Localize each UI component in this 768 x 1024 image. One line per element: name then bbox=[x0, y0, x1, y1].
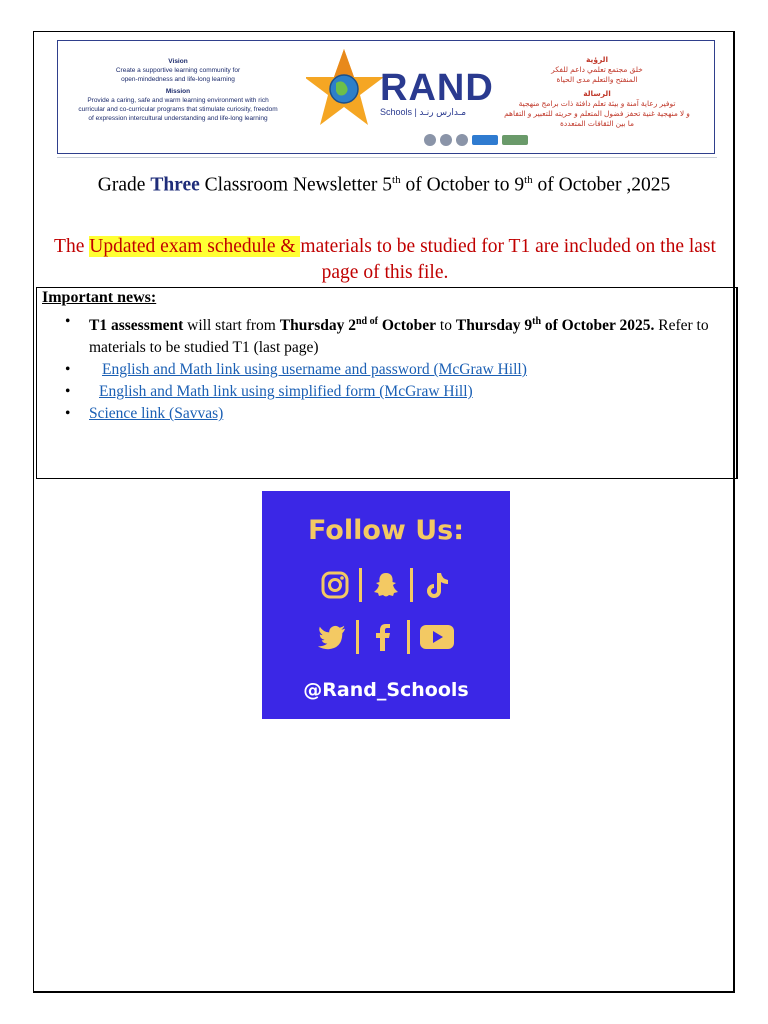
mission-text-line: Provide a caring, safe and warm learning environment with rich bbox=[87, 97, 269, 104]
vision-heading: Vision bbox=[168, 58, 188, 65]
follow-us-graphic bbox=[262, 491, 510, 719]
facebook-icon bbox=[368, 622, 398, 652]
item-text: Refer to materials to be studied T1 (last page) bbox=[89, 317, 709, 357]
follow-us-title: Follow Us: bbox=[307, 515, 465, 546]
list-item bbox=[61, 381, 731, 403]
vision-text-line: Create a supportive learning community for bbox=[115, 67, 241, 74]
icon-separator bbox=[359, 568, 362, 602]
ordinal-suffix: th bbox=[532, 316, 542, 327]
newsletter-title bbox=[33, 174, 735, 197]
science-savvas-link[interactable]: Science link (Savvas) bbox=[89, 405, 224, 423]
mission-text-line: curricular and co-curricular programs that stimulate curiosity, freedom bbox=[78, 106, 278, 113]
mission-text-line: of expression intercultural understanding and life-long learning bbox=[88, 115, 268, 122]
title-text: of October to 9 bbox=[400, 174, 525, 196]
accreditation-logos bbox=[424, 133, 544, 147]
banner-divider bbox=[57, 157, 717, 158]
arabic-vision-line: خلق مجتمع تعلمي داعم للفكر bbox=[551, 65, 643, 74]
vision-mission-arabic bbox=[492, 55, 702, 129]
arabic-mission-line: توفير رعاية آمنة و بيئة تعلم دافئة ذات برامج منهجية bbox=[518, 99, 676, 108]
ministry-logo-icon bbox=[502, 135, 528, 145]
logo-wordmark: RAND bbox=[380, 67, 494, 109]
ordinal-suffix: nd of bbox=[355, 316, 378, 327]
icon-separator bbox=[410, 568, 413, 602]
list-item bbox=[61, 359, 731, 381]
icon-separator bbox=[407, 620, 410, 654]
ordinal-suffix: th bbox=[524, 174, 533, 186]
arabic-vision-line: المنفتح والتعلم مدى الحياة bbox=[556, 75, 638, 84]
news-list bbox=[61, 311, 731, 425]
arabic-mission-line: و لا منهجية غنية تحفز فضول المتعلم و حريته للتعبير و التفاهم bbox=[504, 109, 690, 118]
bold-text: October bbox=[377, 317, 437, 335]
arabic-vision-heading: الرؤية bbox=[585, 55, 609, 64]
title-text: Classroom Newsletter 5 bbox=[199, 174, 393, 196]
list-item bbox=[61, 311, 731, 359]
icon-separator bbox=[356, 620, 359, 654]
list-item bbox=[61, 403, 731, 425]
rand-schools-logo bbox=[306, 47, 496, 147]
mission-heading: Mission bbox=[165, 88, 191, 95]
social-icon-row bbox=[262, 620, 510, 654]
logo-subtitle: Schools | مـدارس رنـد bbox=[380, 107, 467, 117]
accreditation-seal-icon bbox=[440, 134, 452, 146]
notice-text: materials to be studied for T1 are included on the last page of this file. bbox=[300, 236, 716, 283]
item-text: to bbox=[436, 317, 456, 335]
social-icon-row bbox=[262, 568, 510, 602]
arabic-mission-line: ما بين الثقافات المتعددة bbox=[559, 119, 635, 128]
youtube-icon bbox=[419, 622, 455, 652]
vision-text-line: open-mindedness and life-long learning bbox=[121, 76, 235, 83]
snapchat-icon bbox=[371, 570, 401, 600]
title-text: of October ,2025 bbox=[532, 174, 671, 196]
bold-text: Thursday 2 bbox=[279, 317, 356, 335]
english-math-login-link[interactable]: English and Math link using username and password (McGraw Hill) bbox=[102, 361, 527, 379]
star-globe-icon bbox=[306, 47, 386, 137]
bold-text: of October 2025. bbox=[541, 317, 655, 335]
partner-logo-icon bbox=[472, 135, 498, 145]
accreditation-seal-icon bbox=[424, 134, 436, 146]
header-banner bbox=[57, 40, 715, 154]
item-text: will start from bbox=[183, 317, 280, 335]
highlighted-text: Updated exam schedule & bbox=[89, 236, 301, 257]
ordinal-suffix: th bbox=[392, 174, 401, 186]
title-prefix: Grade bbox=[97, 174, 151, 196]
instagram-icon bbox=[320, 570, 350, 600]
important-news-box bbox=[36, 287, 738, 479]
bold-text: Thursday 9 bbox=[455, 317, 533, 335]
tiktok-icon bbox=[422, 570, 452, 600]
important-news-heading: Important news: bbox=[42, 289, 157, 306]
arabic-mission-heading: الرسالة bbox=[583, 89, 611, 98]
notice-text: The bbox=[54, 236, 90, 257]
bold-text: T1 assessment bbox=[89, 317, 184, 335]
social-handle: @Rand_Schools bbox=[303, 679, 469, 701]
accreditation-seal-icon bbox=[456, 134, 468, 146]
english-math-simplified-link[interactable]: English and Math link using simplified form (McGraw Hill) bbox=[99, 383, 473, 401]
grade-word: Three bbox=[150, 174, 200, 196]
exam-schedule-notice bbox=[38, 234, 732, 286]
twitter-icon bbox=[317, 622, 347, 652]
vision-mission-english bbox=[58, 57, 298, 123]
